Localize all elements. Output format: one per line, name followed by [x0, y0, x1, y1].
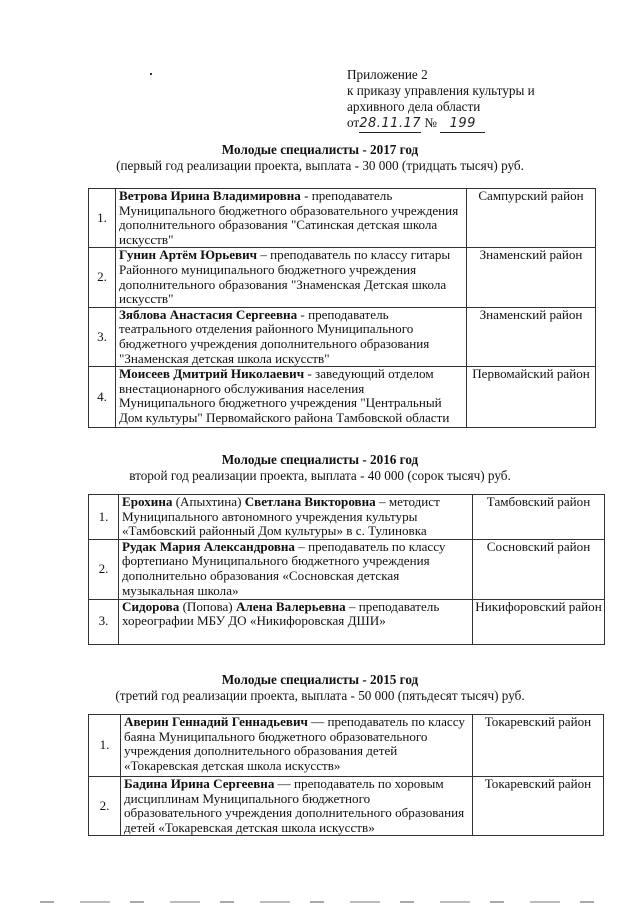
section-2015-heading — [0, 672, 640, 704]
region: Токаревский район — [473, 777, 604, 836]
number-prefix: № — [424, 115, 437, 130]
table-row — [89, 539, 605, 599]
specialist-description — [116, 307, 467, 366]
appendix-header — [347, 67, 547, 133]
specialist-surname: Сидорова — [122, 598, 180, 614]
specialist-description — [119, 599, 473, 644]
table-2015 — [88, 714, 604, 836]
order-date-number — [347, 115, 547, 133]
row-number: 3. — [89, 599, 119, 644]
specialist-name: Ветрова Ирина Владимировна — [119, 188, 301, 203]
region: Сампурский район — [467, 189, 596, 248]
former-surname: (Апыхтина) — [172, 494, 245, 509]
date-prefix: от — [347, 115, 360, 130]
region: Тамбовский район — [473, 495, 605, 540]
table-row — [89, 367, 596, 428]
section-subtitle: (первый год реализации проекта, выплата - 30 000 (тридцать тысяч) руб. — [116, 158, 524, 173]
specialist-position: — преподаватель по хоровым дисциплинам Муниципального бюджетного образовательного учреждения дополнительного образования детей «Токаревская детская школа искусств» — [124, 776, 465, 835]
region: Первомайский район — [467, 367, 596, 428]
row-number: 3. — [89, 307, 116, 366]
specialist-surname: Ерохина — [122, 494, 173, 509]
section-subtitle: второй год реализации проекта, выплата - 40 000 (сорок тысяч) руб. — [129, 468, 511, 483]
table-2017 — [88, 188, 596, 428]
specialist-description — [116, 367, 467, 428]
region: Знаменский район — [467, 248, 596, 307]
specialist-position: — преподаватель по классу баяна Муниципального бюджетного образовательного учреждения дополнительного образования детей «Токаревская детская школа искусств» — [124, 714, 465, 773]
specialist-name: Зяблова Анастасия Сергеевна — [119, 306, 298, 322]
region: Сосновский район — [473, 539, 605, 599]
appendix-title: Приложение 2 — [347, 67, 428, 82]
specialist-description — [121, 715, 473, 777]
order-reference-line-2: архивного дела области — [347, 99, 481, 114]
specialist-position: – преподаватель по классу гитары Районного муниципального бюджетного учреждения дополнительного образования "Знаменская Детская школа искусств" — [119, 247, 451, 307]
specialist-given-name: Алена Валерьевна — [235, 598, 346, 614]
former-surname: (Попова) — [179, 598, 236, 614]
specialist-name: Гунин Артём Юрьевич — [119, 247, 258, 263]
table-row — [89, 307, 596, 366]
specialist-position: – преподаватель по классу фортепиано Муниципального бюджетного учреждения дополнительно образования «Сосновская детская музыкальная школа» — [122, 538, 446, 598]
specialist-name: Бадина Ирина Сергеевна — [124, 776, 275, 791]
row-number: 2. — [89, 777, 121, 836]
specialist-position: - преподаватель Муниципального бюджетного образовательного учреждения дополнительного образования "Сатинская детская школа искусств" — [119, 188, 459, 247]
date-field — [359, 115, 421, 133]
table-row — [89, 248, 596, 307]
row-number: 1. — [89, 495, 119, 540]
specialist-given-name: Светлана Викторовна — [244, 494, 376, 509]
handwritten-number: 199 — [449, 116, 476, 131]
table-row — [89, 599, 605, 644]
row-number: 2. — [89, 248, 116, 307]
table-row — [89, 495, 605, 540]
handwritten-date: 28.11.17 — [359, 116, 422, 131]
specialist-description — [121, 777, 473, 836]
specialist-description — [119, 495, 473, 540]
specialist-position: – методист Муниципального автономного учреждения культуры «Тамбовский районный Дом культуры» в с. Тулиновка — [122, 494, 440, 539]
section-title: Молодые специалисты - 2016 год — [221, 452, 419, 467]
table-row — [89, 777, 604, 836]
specialist-position: - преподаватель театрального отделения районного Муниципального бюджетного учреждения дополнительного образования "Знаменская детская школа искусств" — [119, 306, 430, 366]
specialist-name: Моисеев Дмитрий Николаевич — [119, 366, 305, 382]
specialist-description — [119, 539, 473, 599]
number-field — [440, 115, 485, 133]
row-number: 4. — [89, 367, 116, 428]
row-number: 1. — [89, 715, 121, 777]
section-2017-heading — [0, 142, 640, 174]
section-title: Молодые специалисты - 2015 год — [221, 672, 419, 687]
scan-artifact-line — [40, 901, 620, 903]
specialist-position: – преподаватель хореографии МБУ ДО «Никифоровская ДШИ» — [122, 598, 440, 629]
specialist-position: - заведующий отделом внестационарного обслуживания населения Муниципального бюджетного учреждения "Центральный Дом культуры" Первомайского района Тамбовской области — [119, 366, 450, 425]
row-number: 1. — [89, 189, 116, 248]
row-number: 2. — [89, 539, 119, 599]
specialist-description — [116, 189, 467, 248]
table-2016 — [88, 494, 605, 645]
scan-speck — [150, 73, 152, 75]
region: Токаревский район — [473, 715, 604, 777]
specialist-name: Аверин Геннадий Геннадьевич — [124, 714, 308, 729]
region: Никифоровский район — [473, 599, 605, 644]
section-title: Молодые специалисты - 2017 год — [221, 142, 419, 157]
order-reference-line: к приказу управления культуры и — [347, 83, 535, 98]
table-row — [89, 715, 604, 777]
specialist-name: Рудак Мария Александровна — [122, 538, 295, 554]
table-row — [89, 189, 596, 248]
section-2016-heading — [0, 452, 640, 484]
section-subtitle: (третий год реализации проекта, выплата - 50 000 (пятьдесят тысяч) руб. — [115, 688, 525, 703]
specialist-description — [116, 248, 467, 307]
region: Знаменский район — [467, 307, 596, 366]
